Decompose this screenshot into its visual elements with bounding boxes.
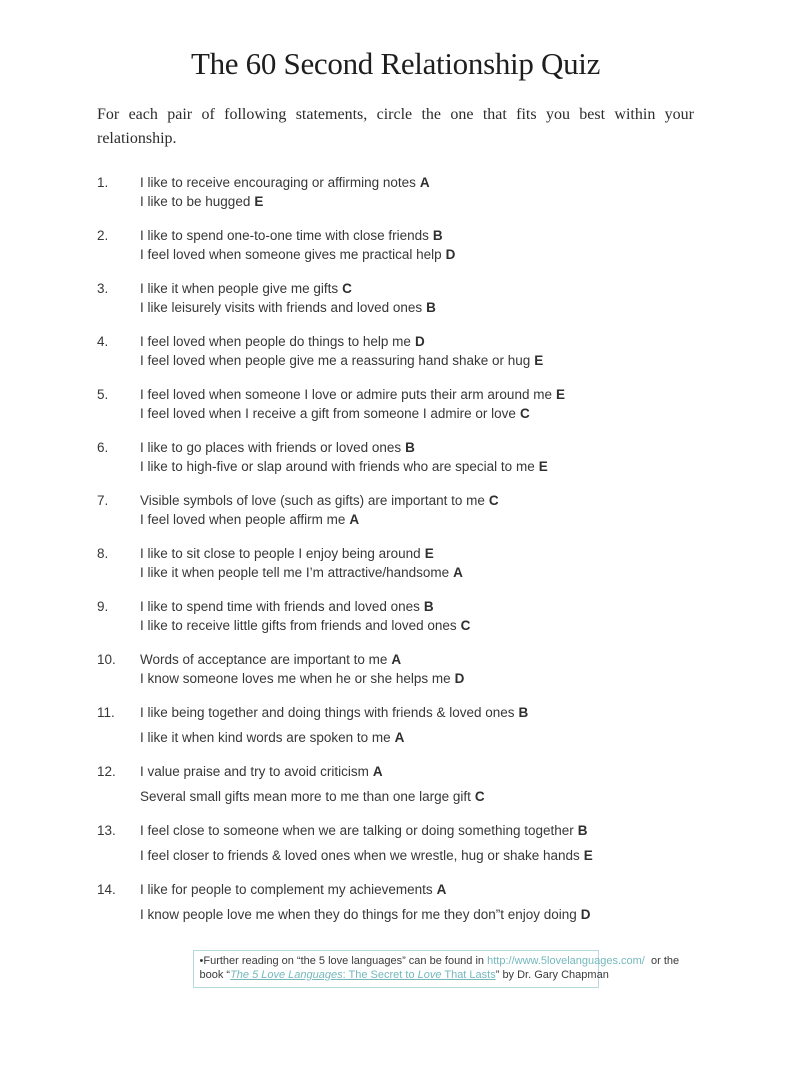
statement-letter: B (518, 705, 529, 720)
statement-letter: E (254, 194, 264, 209)
statement-option (140, 226, 694, 245)
statement-option (140, 457, 694, 476)
item-statements (140, 650, 694, 688)
statement-text: I like to high-five or slap around with friends who are special to me (140, 459, 535, 474)
item-statements (140, 385, 694, 423)
footer-line-2 (199, 968, 609, 983)
statement-option (140, 846, 694, 865)
item-number: 8. (97, 546, 109, 561)
item-number: 7. (97, 493, 109, 508)
statement-option (140, 544, 694, 563)
item-number: 12. (97, 764, 116, 779)
quiz-item (97, 491, 694, 529)
statement-text: I feel loved when people affirm me (140, 512, 346, 527)
item-number: 13. (97, 823, 116, 838)
statement-text: I like being together and doing things with friends & loved ones (140, 705, 515, 720)
book-title-part: : The Secret to (342, 968, 418, 981)
statement-option (140, 650, 694, 669)
statement-text: I like leisurely visits with friends and loved ones (140, 300, 423, 315)
footer-text-before-link: •Further reading on “the 5 love languages” can be found in (199, 955, 488, 967)
statement-text: I like for people to complement my achievements (140, 882, 433, 897)
item-statements (140, 821, 694, 865)
statement-text: I like to receive little gifts from friends and loved ones (140, 618, 457, 633)
item-number: 9. (97, 599, 109, 614)
statement-option (140, 438, 694, 457)
quiz-item (97, 762, 694, 806)
statement-letter: A (391, 652, 402, 667)
item-number: 5. (97, 387, 109, 402)
statement-text: I value praise and try to avoid criticism (140, 764, 369, 779)
item-number: 14. (97, 882, 116, 897)
statement-option (140, 192, 694, 211)
statement-option (140, 298, 694, 317)
statement-option (140, 332, 694, 351)
statement-text: Visible symbols of love (such as gifts) are important to me (140, 493, 485, 508)
item-statements (140, 226, 694, 264)
quiz-item (97, 332, 694, 370)
quiz-item (97, 703, 694, 747)
statement-letter: D (580, 907, 591, 922)
item-number: 4. (97, 334, 109, 349)
book-title-part: The 5 Love Languages (230, 968, 343, 981)
footer-text-after-link: or the (644, 955, 680, 967)
statement-option (140, 563, 694, 582)
quiz-item (97, 597, 694, 635)
footer-line-1 (199, 955, 680, 969)
quiz-item (97, 821, 694, 865)
statement-text: I feel loved when someone I love or admire puts their arm around me (140, 387, 552, 402)
statement-text: I feel closer to friends & loved ones when we wrestle, hug or shake hands (140, 848, 580, 863)
statement-letter: D (414, 334, 425, 349)
item-number: 10. (97, 652, 116, 667)
book-title-part: Love (417, 968, 442, 981)
quiz-page (0, 46, 791, 1070)
statement-letter: E (424, 546, 434, 561)
statement-letter: E (538, 459, 548, 474)
intro-paragraph: For each pair of following statements, circle the one that fits you best within your relationship. (97, 106, 694, 147)
statement-text: I feel close to someone when we are talking or doing something together (140, 823, 574, 838)
statement-letter: C (460, 618, 471, 633)
statement-letter: B (405, 440, 415, 455)
statement-letter: D (445, 247, 456, 262)
item-number: 6. (97, 440, 109, 455)
statement-letter: B (577, 823, 588, 838)
quiz-item (97, 226, 694, 264)
item-statements (140, 703, 694, 747)
item-number: 3. (97, 281, 109, 296)
statement-option (140, 669, 694, 688)
statement-option (140, 510, 694, 529)
further-reading-box (193, 950, 680, 988)
quiz-item (97, 544, 694, 582)
book-link[interactable] (230, 969, 496, 981)
statement-text: I know people love me when they do things for me they don”t enjoy doing (140, 907, 577, 922)
statement-text: I like it when kind words are spoken to me (140, 730, 391, 745)
item-number: 2. (97, 228, 109, 243)
statement-text: I know someone loves me when he or she helps me (140, 671, 451, 686)
statement-option (140, 905, 694, 924)
statement-letter: D (454, 671, 465, 686)
statement-letter: C (342, 281, 352, 296)
statement-text: I feel loved when people give me a reassuring hand shake or hug (140, 353, 531, 368)
statement-text: I feel loved when people do things to help me (140, 334, 411, 349)
statement-letter: C (519, 406, 530, 421)
statement-text: I like to go places with friends or loved ones (140, 440, 402, 455)
item-statements (140, 597, 694, 635)
item-statements (140, 173, 694, 211)
statement-text: I feel loved when someone gives me practical help (140, 247, 442, 262)
statement-letter: B (432, 228, 443, 243)
item-statements (140, 762, 694, 806)
footer-text-after-book: ” by Dr. Gary Chapman (495, 968, 609, 981)
statement-option (140, 597, 694, 616)
quiz-item (97, 880, 694, 924)
statement-letter: A (394, 730, 405, 745)
item-statements (140, 491, 694, 529)
quiz-item (97, 279, 694, 317)
statement-option (140, 245, 694, 264)
item-number: 1. (97, 175, 109, 190)
quiz-item (97, 650, 694, 688)
book-title-part: That Lasts (441, 968, 496, 981)
statement-option (140, 616, 694, 635)
statement-option (140, 703, 694, 722)
item-statements (140, 544, 694, 582)
item-statements (140, 279, 694, 317)
statement-letter: E (555, 387, 565, 402)
quiz-list (97, 173, 694, 924)
website-link[interactable]: http://www.5lovelanguages.com/ (487, 955, 645, 967)
statement-option (140, 385, 694, 404)
statement-option (140, 821, 694, 840)
statement-option (140, 880, 694, 899)
statement-letter: A (436, 882, 447, 897)
item-statements (140, 438, 694, 476)
statement-text: I like to spend one-to-one time with close friends (140, 228, 429, 243)
statement-text: I like to receive encouraging or affirming notes (140, 175, 416, 190)
footer-text-before-book: book “ (199, 968, 231, 981)
quiz-item (97, 173, 694, 211)
statement-option (140, 728, 694, 747)
statement-letter: B (423, 599, 434, 614)
statement-letter: A (372, 764, 383, 779)
statement-option (140, 787, 694, 806)
statement-letter: A (453, 565, 463, 580)
quiz-item (97, 438, 694, 476)
statement-letter: E (583, 848, 593, 863)
statement-letter: C (488, 493, 499, 508)
statement-text: I like to sit close to people I enjoy being around (140, 546, 421, 561)
item-number: 11. (97, 705, 115, 720)
statement-text: Words of acceptance are important to me (140, 652, 388, 667)
quiz-item (97, 385, 694, 423)
statement-option (140, 404, 694, 423)
statement-text: I like to spend time with friends and loved ones (140, 599, 420, 614)
statement-letter: B (426, 300, 436, 315)
statement-letter: A (349, 512, 360, 527)
statement-letter: C (474, 789, 485, 804)
item-statements (140, 332, 694, 370)
statement-letter: A (419, 175, 430, 190)
statement-option (140, 762, 694, 781)
statement-option (140, 279, 694, 298)
statement-letter: E (534, 353, 544, 368)
statement-option (140, 173, 694, 192)
statement-text: I like it when people tell me I’m attractive/handsome (140, 565, 450, 580)
statement-text: I feel loved when I receive a gift from someone I admire or love (140, 406, 516, 421)
statement-text: Several small gifts mean more to me than one large gift (140, 789, 471, 804)
statement-text: I like it when people give me gifts (140, 281, 339, 296)
statement-text: I like to be hugged (140, 194, 251, 209)
statement-option (140, 491, 694, 510)
page-title: The 60 Second Relationship Quiz (190, 46, 601, 81)
statement-option (140, 351, 694, 370)
item-statements (140, 880, 694, 924)
